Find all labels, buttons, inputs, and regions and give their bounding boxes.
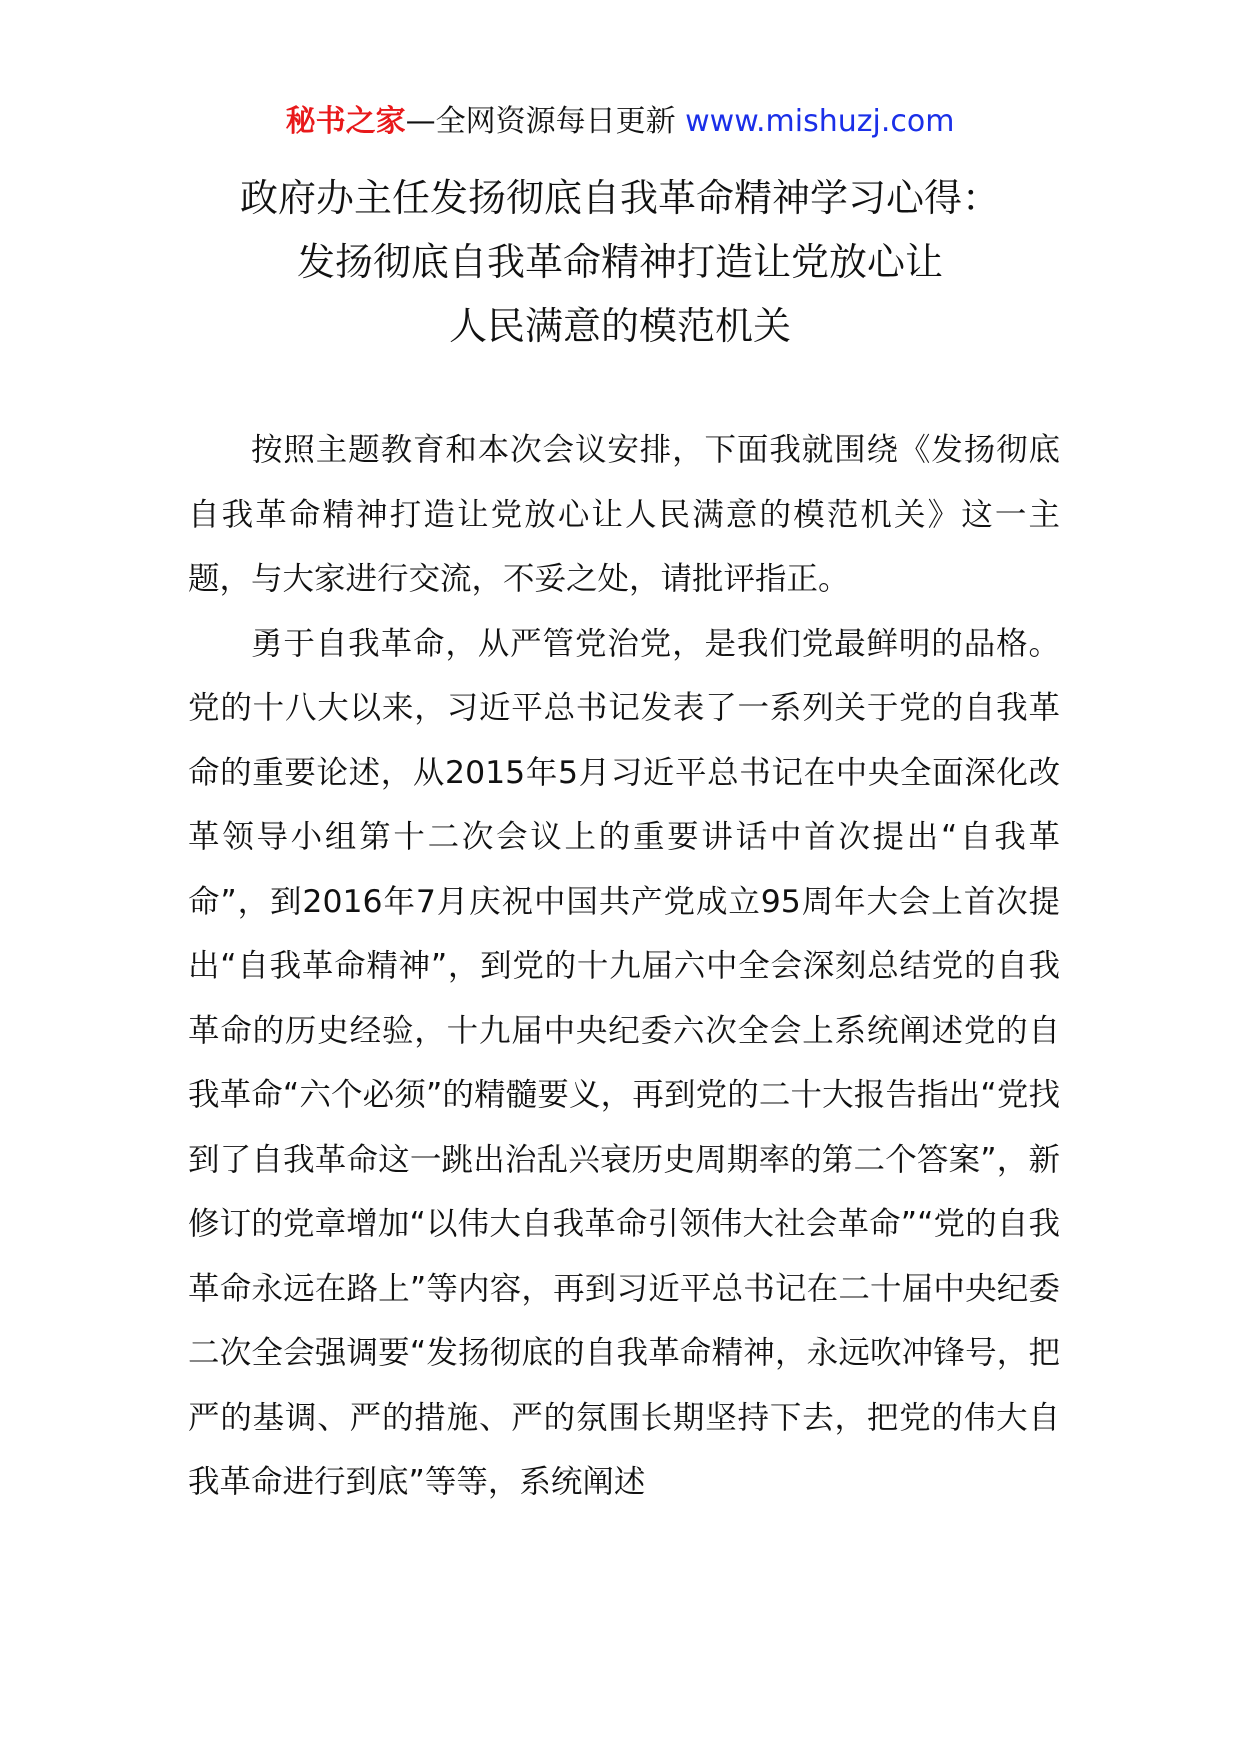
brand-name: 秘书之家 bbox=[285, 104, 406, 139]
header-tagline: —全网资源每日更新 bbox=[405, 104, 686, 139]
site-url[interactable]: www.mishuzj.com bbox=[685, 104, 955, 139]
document-body bbox=[188, 418, 1060, 1515]
title-line-1: 政府办主任发扬彻底自我革命精神学习心得： bbox=[239, 176, 1000, 220]
site-header bbox=[0, 102, 1240, 142]
title-line-2: 发扬彻底自我革命精神打造让党放心让 bbox=[296, 240, 943, 284]
title-line-3: 人民满意的模范机关 bbox=[448, 304, 791, 348]
paragraph-self-revolution: 勇于自我革命，从严管党治党，是我们党最鲜明的品格。党的十八大以来，习近平总书记发表了一系列关于党的自我革命的重要论述，从2015年5月习近平总书记在中央全面深化改革领导小组第十二次会议上的重要讲话中首次提出“自我革命”，到2016年7月庆祝中国共产党成立95周年大会上首次提出“自我革命精神”，到党的十九届六中全会深刻总结党的自我革命的历史经验，十九届中央纪委六次全会上系统阐述党的自我革命“六个必须”的精髓要义，再到党的二十大报告指出“党找到了自我革命这一跳出治乱兴衰历史周期率的第二个答案”，新修订的党章增加“以伟大自我革命引领伟大社会革命”“党的自我革命永远在路上”等内容，再到习近平总书记在二十届中央纪委二次全会强调要“发扬彻底的自我革命精神，永远吹冲锋号，把严的基调、严的措施、严的氛围长期坚持下去，把党的伟大自我革命进行到底”等等，系统阐述 bbox=[188, 625, 1060, 1500]
document-title bbox=[0, 166, 1240, 358]
paragraph-intro: 按照主题教育和本次会议安排，下面我就围绕《发扬彻底自我革命精神打造让党放心让人民满意的模范机关》这一主题，与大家进行交流，不妥之处，请批评指正。 bbox=[188, 432, 1060, 597]
